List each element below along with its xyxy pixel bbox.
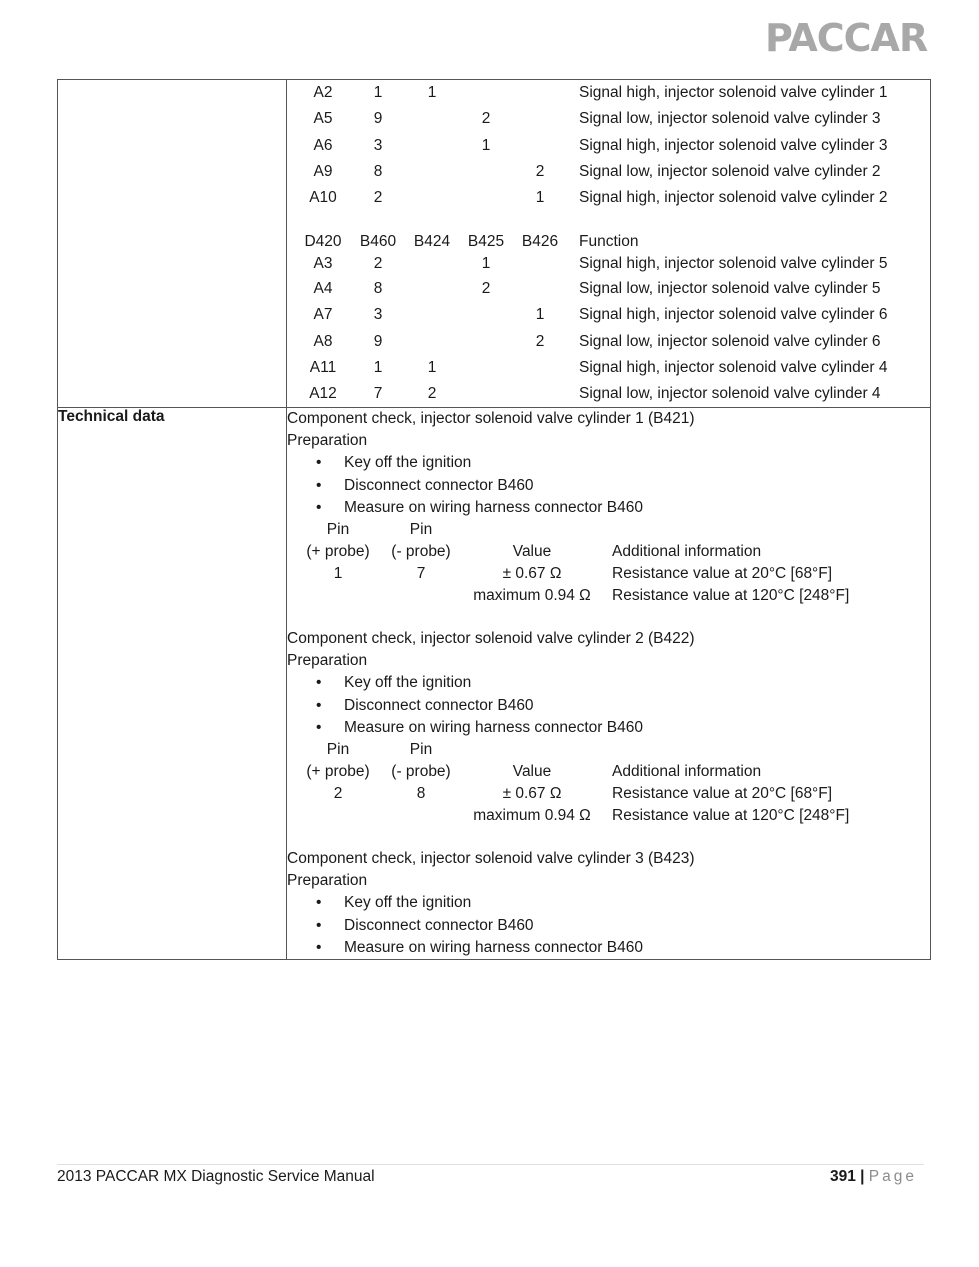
pin-cell: B425 (467, 233, 505, 251)
pin-cell: 1 (535, 306, 545, 324)
spacer-row (295, 211, 909, 229)
pin-cell (405, 133, 459, 159)
measurement-cell: (- probe) (391, 543, 451, 561)
pin-cell (459, 80, 513, 106)
check-title: Component check, injector solenoid valve cylinder 1 (B421) (287, 410, 695, 428)
pin-row (295, 185, 909, 211)
pin-row (295, 276, 909, 302)
measurement-cell (602, 739, 912, 761)
measurement-cell: 8 (416, 785, 426, 803)
measurement-cell (380, 805, 462, 827)
preparation-heading: Preparation (287, 652, 368, 670)
measurement-cell: Pin (409, 521, 433, 539)
pin-cell: 1 (373, 359, 383, 377)
measurement-table (296, 519, 912, 607)
measurement-cell: ± 0.67 Ω (502, 565, 562, 583)
measurement-row (296, 563, 912, 585)
preparation-step: • Disconnect connector B460 (344, 475, 930, 497)
pin-cell: 3 (373, 136, 383, 154)
pin-cell: A7 (313, 306, 333, 324)
measurement-cell: 1 (333, 565, 343, 583)
footer-page-number (830, 1168, 917, 1186)
footer-divider (57, 1164, 924, 1165)
pin-cell (513, 381, 567, 407)
pin-cell (405, 251, 459, 276)
pin-cell (459, 302, 513, 328)
empty-label-cell (58, 80, 287, 408)
component-check-1 (287, 408, 930, 607)
function-cell: Signal high, injector solenoid valve cylinder 2 (579, 189, 888, 207)
measurement-cell (602, 519, 912, 541)
preparation-step: • Measure on wiring harness connector B460 (344, 497, 930, 519)
measurement-table (296, 739, 912, 827)
measurement-cell: (+ probe) (306, 763, 370, 781)
function-cell: Signal low, injector solenoid valve cylinder 4 (579, 385, 881, 403)
measurement-row (296, 585, 912, 607)
pin-cell (405, 185, 459, 211)
measurement-cell (380, 585, 462, 607)
pin-table-a (295, 80, 909, 229)
pin-cell (405, 159, 459, 185)
measurement-cell: maximum 0.94 Ω (473, 807, 591, 825)
pin-cell (459, 381, 513, 407)
measurement-cell: Pin (326, 521, 350, 539)
preparation-step: • Disconnect connector B460 (344, 915, 930, 937)
pin-cell: A10 (309, 189, 337, 207)
pin-cell: 9 (373, 110, 383, 128)
pin-cell: 2 (427, 385, 437, 403)
pin-cell: 1 (373, 84, 383, 102)
pinout-cell (287, 80, 931, 408)
function-cell: Signal high, injector solenoid valve cylinder 4 (579, 359, 888, 377)
pin-cell: 8 (373, 280, 383, 298)
measurement-cell (462, 739, 602, 761)
measurement-header (296, 761, 912, 783)
preparation-step: • Key off the ignition (344, 452, 930, 474)
pin-cell (513, 80, 567, 106)
pin-cell: 7 (373, 385, 383, 403)
technical-data-label: Technical data (58, 408, 287, 960)
preparation-step: • Measure on wiring harness connector B460 (344, 937, 930, 959)
pin-cell (459, 355, 513, 381)
component-check-2 (287, 628, 930, 827)
preparation-steps (287, 452, 930, 519)
measurement-cell (296, 585, 380, 607)
measurement-cell: Resistance value at 20°C [68°F] (612, 565, 833, 583)
page-separator: | (860, 1168, 865, 1185)
preparation-step: • Key off the ignition (344, 892, 930, 914)
pin-cell: D420 (304, 233, 342, 251)
component-check-3 (287, 848, 930, 959)
pin-cell (513, 355, 567, 381)
pin-cell (513, 251, 567, 276)
pin-cell: 3 (373, 306, 383, 324)
pin-cell: 1 (535, 189, 545, 207)
measurement-cell (296, 805, 380, 827)
pin-cell: B460 (359, 233, 397, 251)
pin-cell: A3 (313, 254, 333, 272)
pin-cell: 8 (373, 163, 383, 181)
pin-cell (405, 276, 459, 302)
measurement-cell: 7 (416, 565, 426, 583)
function-cell: Function (579, 233, 639, 251)
pin-row (295, 329, 909, 355)
page-number: 391 (829, 1168, 856, 1185)
pin-cell (405, 302, 459, 328)
pin-cell: A5 (313, 110, 333, 128)
pin-cell: 1 (427, 84, 437, 102)
pin-cell: A4 (313, 280, 333, 298)
check-title: Component check, injector solenoid valve cylinder 2 (B422) (287, 630, 695, 648)
pin-cell: 9 (373, 332, 383, 350)
measurement-cell: Additional information (612, 543, 762, 561)
pin-cell: 2 (373, 189, 383, 207)
preparation-steps (287, 672, 930, 739)
function-cell: Signal high, injector solenoid valve cylinder 1 (579, 84, 888, 102)
check-title: Component check, injector solenoid valve cylinder 3 (B423) (287, 850, 695, 868)
pinout-row (58, 80, 931, 408)
pin-row (295, 251, 909, 276)
pin-cell (513, 133, 567, 159)
preparation-heading: Preparation (287, 432, 368, 450)
preparation-step: • Disconnect connector B460 (344, 695, 930, 717)
footer-manual-title: 2013 PACCAR MX Diagnostic Service Manual (57, 1168, 375, 1185)
pin-cell: 2 (481, 280, 491, 298)
pin-row (295, 229, 909, 251)
pin-cell: A12 (309, 385, 337, 403)
connector-pinout-table (57, 79, 931, 960)
measurement-row (296, 805, 912, 827)
measurement-header-top (296, 519, 912, 541)
pin-cell: 2 (373, 254, 383, 272)
pin-cell: 1 (481, 136, 491, 154)
pin-row (295, 80, 909, 106)
function-cell: Signal low, injector solenoid valve cylinder 5 (579, 280, 881, 298)
pin-cell (513, 276, 567, 302)
function-cell: Signal high, injector solenoid valve cylinder 5 (579, 254, 888, 272)
pin-row (295, 133, 909, 159)
pin-row (295, 355, 909, 381)
pin-cell: 2 (535, 332, 545, 350)
technical-data-content (287, 408, 931, 960)
preparation-step: • Key off the ignition (344, 672, 930, 694)
pin-cell: A9 (313, 163, 333, 181)
measurement-cell: 2 (333, 785, 343, 803)
function-cell: Signal high, injector solenoid valve cylinder 3 (579, 136, 888, 154)
measurement-cell: (+ probe) (306, 543, 370, 561)
pin-cell: A6 (313, 136, 333, 154)
technical-data-row (58, 408, 931, 960)
measurement-cell (462, 519, 602, 541)
preparation-heading: Preparation (287, 872, 368, 890)
measurement-cell: Pin (409, 741, 433, 759)
pin-cell: 2 (481, 110, 491, 128)
measurement-cell: Additional information (612, 763, 762, 781)
pin-cell: A8 (313, 332, 333, 350)
measurement-cell: Value (512, 763, 552, 781)
measurement-row (296, 783, 912, 805)
measurement-cell: maximum 0.94 Ω (473, 587, 591, 605)
pin-cell (459, 185, 513, 211)
pin-cell (405, 329, 459, 355)
pin-cell: B424 (413, 233, 451, 251)
pin-row (295, 106, 909, 132)
pin-cell (459, 159, 513, 185)
measurement-cell: Resistance value at 120°C [248°F] (612, 807, 850, 825)
measurement-header (296, 541, 912, 563)
preparation-step: • Measure on wiring harness connector B460 (344, 717, 930, 739)
pin-row (295, 159, 909, 185)
measurement-cell: Resistance value at 20°C [68°F] (612, 785, 833, 803)
measurement-cell: Value (512, 543, 552, 561)
pin-cell: A2 (313, 84, 333, 102)
pin-cell: A11 (309, 359, 337, 377)
measurement-cell: (- probe) (391, 763, 451, 781)
pin-row (295, 302, 909, 328)
pin-table-b (295, 229, 909, 407)
pin-row (295, 381, 909, 407)
measurement-cell: Resistance value at 120°C [248°F] (612, 587, 850, 605)
paccar-logo: PACCAR (765, 16, 928, 60)
function-cell: Signal high, injector solenoid valve cylinder 6 (579, 306, 888, 324)
preparation-steps (287, 892, 930, 959)
pin-cell: B426 (521, 233, 559, 251)
pin-cell: 1 (427, 359, 437, 377)
function-cell: Signal low, injector solenoid valve cylinder 2 (579, 163, 881, 181)
measurement-cell: ± 0.67 Ω (502, 785, 562, 803)
function-cell: Signal low, injector solenoid valve cylinder 6 (579, 332, 881, 350)
measurement-header-top (296, 739, 912, 761)
pin-cell: 2 (535, 163, 545, 181)
measurement-cell: Pin (326, 741, 350, 759)
pin-cell: 1 (481, 254, 491, 272)
function-cell: Signal low, injector solenoid valve cylinder 3 (579, 110, 881, 128)
pin-cell (459, 329, 513, 355)
pin-cell (405, 106, 459, 132)
page-word: Page (868, 1168, 917, 1185)
pin-cell (513, 106, 567, 132)
